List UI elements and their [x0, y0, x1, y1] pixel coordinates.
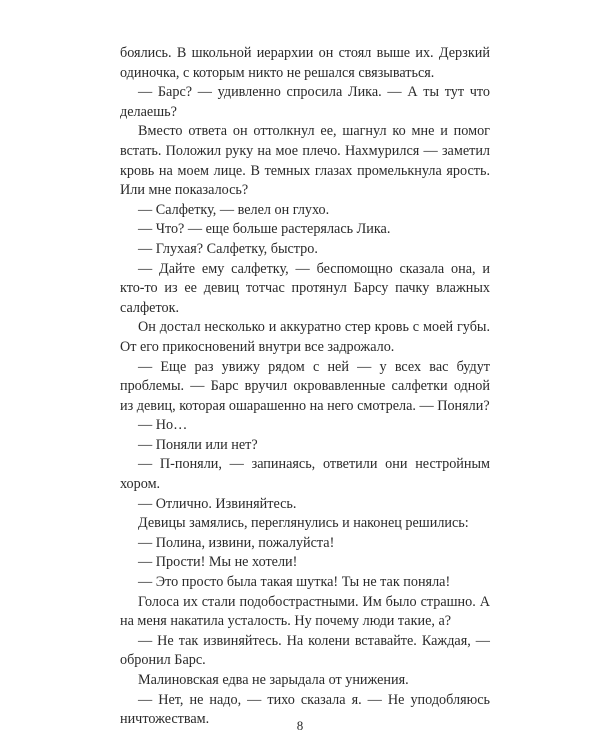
paragraph-6: — Глухая? Салфетку, быстро.	[138, 240, 318, 257]
paragraph-12: — П-поняли, — запинаясь, ответили они нестройным хором.	[120, 456, 490, 493]
paragraph-11: — Поняли или нет?	[138, 436, 258, 453]
paragraph-13: — Отлично. Извиняйтесь.	[138, 495, 297, 512]
paragraph-4: — Салфетку, — велел он глухо.	[138, 201, 330, 218]
paragraph-7: — Дайте ему салфетку, — беспомощно сказала она, и кто-то из ее девиц тотчас протянул Барсу пачку влажных салфеток.	[120, 260, 490, 316]
paragraph-16: — Прости! Мы не хотели!	[138, 554, 298, 571]
paragraph-8: Он достал несколько и аккуратно стер кровь с моей губы. От его прикосновений внутри все задрожало.	[120, 319, 490, 355]
paragraph-15: — Полина, извини, пожалуйста!	[138, 534, 335, 551]
paragraph-20: Малиновская едва не зарыдала от унижения.	[138, 672, 409, 688]
paragraph-17: — Это просто была такая шутка! Ты не так поняла!	[138, 574, 451, 591]
paragraph-1: боялись. В школьной иерархии он стоял выше их. Дерзкий одиночка, с которым никто не решался связываться.	[120, 45, 490, 81]
paragraph-10: — Но…	[138, 417, 188, 434]
paragraph-5: — Что? — еще больше растерялась Лика.	[138, 221, 391, 238]
paragraph-3: Вместо ответа он оттолкнул ее, шагнул ко мне и помог встать. Положил руку на мое плечо. Нахмурился — заметил кровь на моем лице. В темных глазах промелькнула ярость. Или мне показалось?	[120, 123, 490, 199]
body-text	[120, 44, 490, 730]
paragraph-9: — Еще раз увижу рядом с ней — у всех вас будут проблемы. — Барс вручил окровавленные салфетки одной из девиц, которая ошарашенно на него смотрела. — Поняли?	[120, 358, 490, 414]
paragraph-18: Голоса их стали подобострастными. Им было страшно. А на меня накатила усталость. Ну почему люди такие, а?	[120, 593, 490, 630]
paragraph-14: Девицы замялись, переглянулись и наконец решились:	[138, 515, 469, 532]
paragraph-19: — Не так извиняйтесь. На колени вставайте. Каждая, — обронил Барс.	[120, 632, 490, 669]
paragraph-2: — Барс? — удивленно спросила Лика. — А ты тут что делаешь?	[120, 84, 490, 120]
paragraph-21: — Нет, не надо, — тихо сказала я. — Не уподобляюсь ничтожествам.	[120, 691, 490, 728]
page-number: 8	[296, 718, 304, 733]
